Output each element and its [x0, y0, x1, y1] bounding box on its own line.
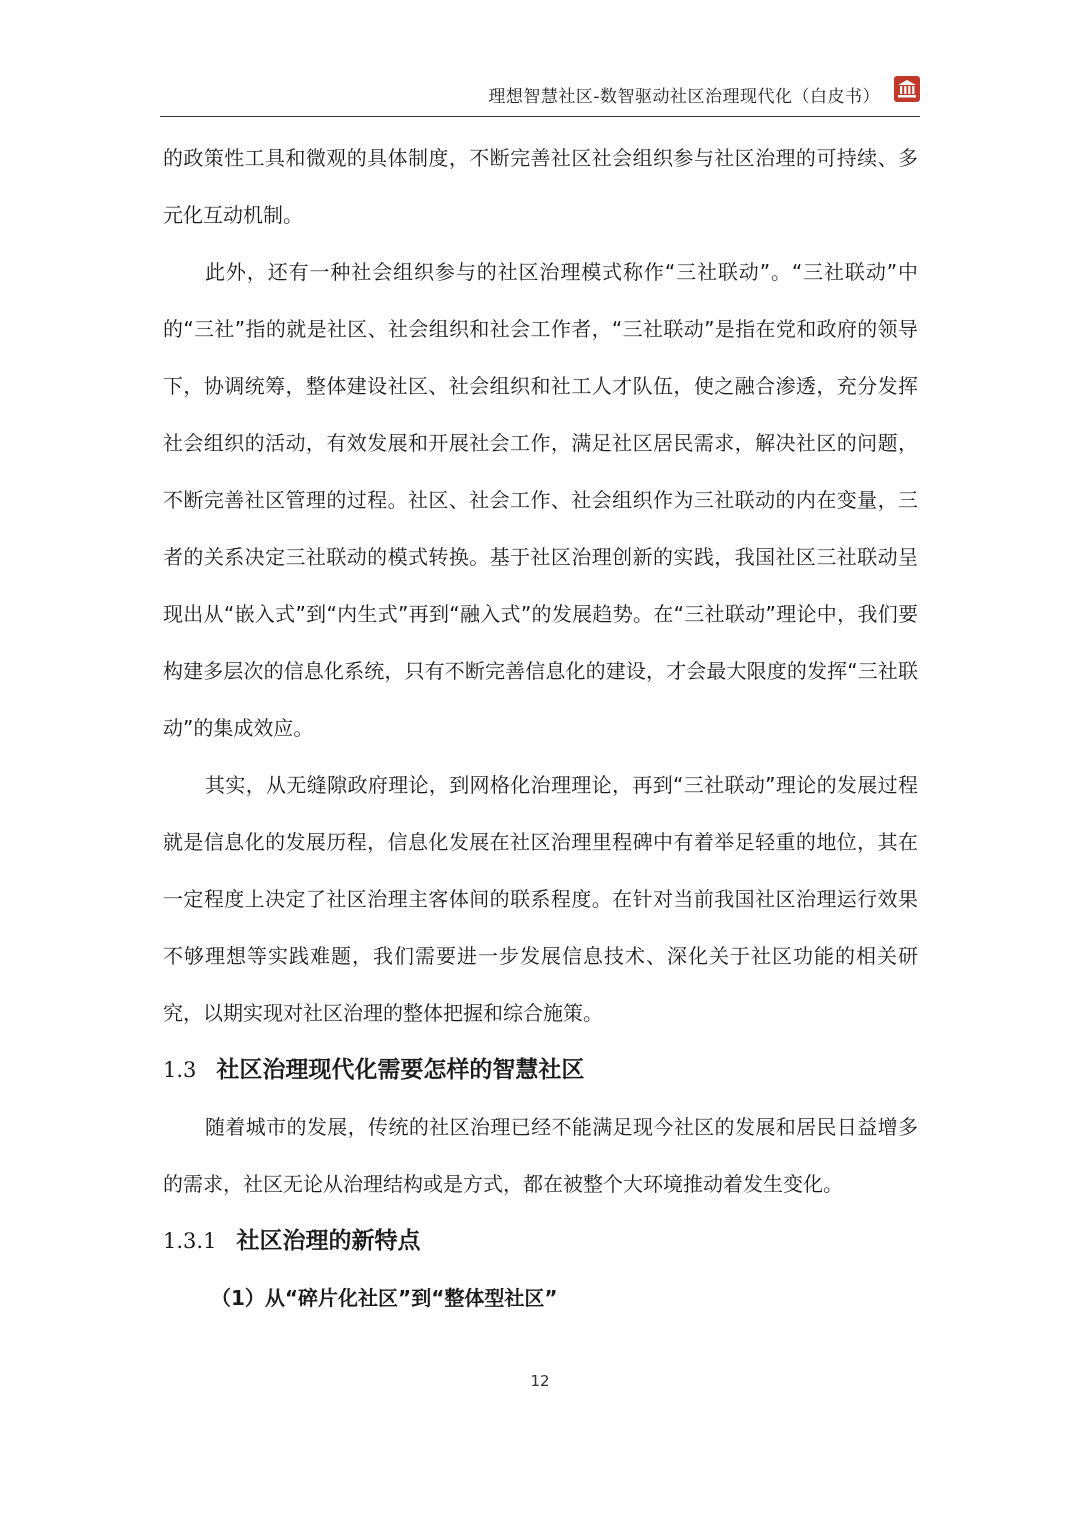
- paragraph-2: 此外，还有一种社会组织参与的社区治理模式称作“三社联动”。“三社联动”中的“三社”指的就是社区、社会组织和社会工作者，“三社联动”是指在党和政府的领导下，协调统筹，整体建设社区、社会组织和社工人才队伍，使之融合渗透，充分发挥社会组织的活动，有效发展和开展社会工作，满足社区居民需求，解决社区的问题，不断完善社区管理的过程。社区、社会工作、社会组织作为三社联动的内在变量，三者的关系决定三社联动的模式转换。基于社区治理创新的实践，我国社区三社联动呈现出从“嵌入式”到“内生式”再到“融入式”的发展趋势。在“三社联动”理论中，我们要构建多层次的信息化系统，只有不断完善信息化的建设，才会最大限度的发挥“三社联动”的集成效应。: [163, 260, 918, 740]
- section-title: 社区治理现代化需要怎样的智慧社区: [216, 1057, 585, 1083]
- header-title: 理想智慧社区-数智驱动社区治理现代化（白皮书）: [488, 87, 880, 107]
- library-building-icon: [894, 76, 920, 102]
- page-number: 12: [530, 1372, 550, 1390]
- section-1-3-paragraph: 随着城市的发展，传统的社区治理已经不能满足现今社区的发展和居民日益增多的需求，社区无论从治理结构或是方式，都在被整个大环境推动着发生变化。: [163, 1115, 918, 1196]
- paragraph-1: 的政策性工具和微观的具体制度，不断完善社区社会组织参与社区治理的可持续、多元化互动机制。: [163, 146, 918, 227]
- section-number: 1.3: [163, 1058, 197, 1082]
- section-heading-1-3: [163, 1042, 918, 1099]
- subsection-title: 社区治理的新特点: [236, 1228, 421, 1254]
- subsection-number: 1.3.1: [163, 1229, 217, 1253]
- numbered-subheading: （1）从“碎片化社区”到“整体型社区”: [211, 1286, 558, 1310]
- page-header: [160, 70, 920, 112]
- header-divider: [160, 116, 920, 117]
- section-heading-1-3-1: [163, 1213, 918, 1270]
- page-body: [163, 130, 918, 1327]
- paragraph-3: 其实，从无缝隙政府理论，到网格化治理理论，再到“三社联动”理论的发展过程就是信息化的发展历程，信息化发展在社区治理里程碑中有着举足轻重的地位，其在一定程度上决定了社区治理主客体间的联系程度。在针对当前我国社区治理运行效果不够理想等实践难题，我们需要进一步发展信息技术、深化关于社区功能的相关研究，以期实现对社区治理的整体把握和综合施策。: [163, 773, 918, 1025]
